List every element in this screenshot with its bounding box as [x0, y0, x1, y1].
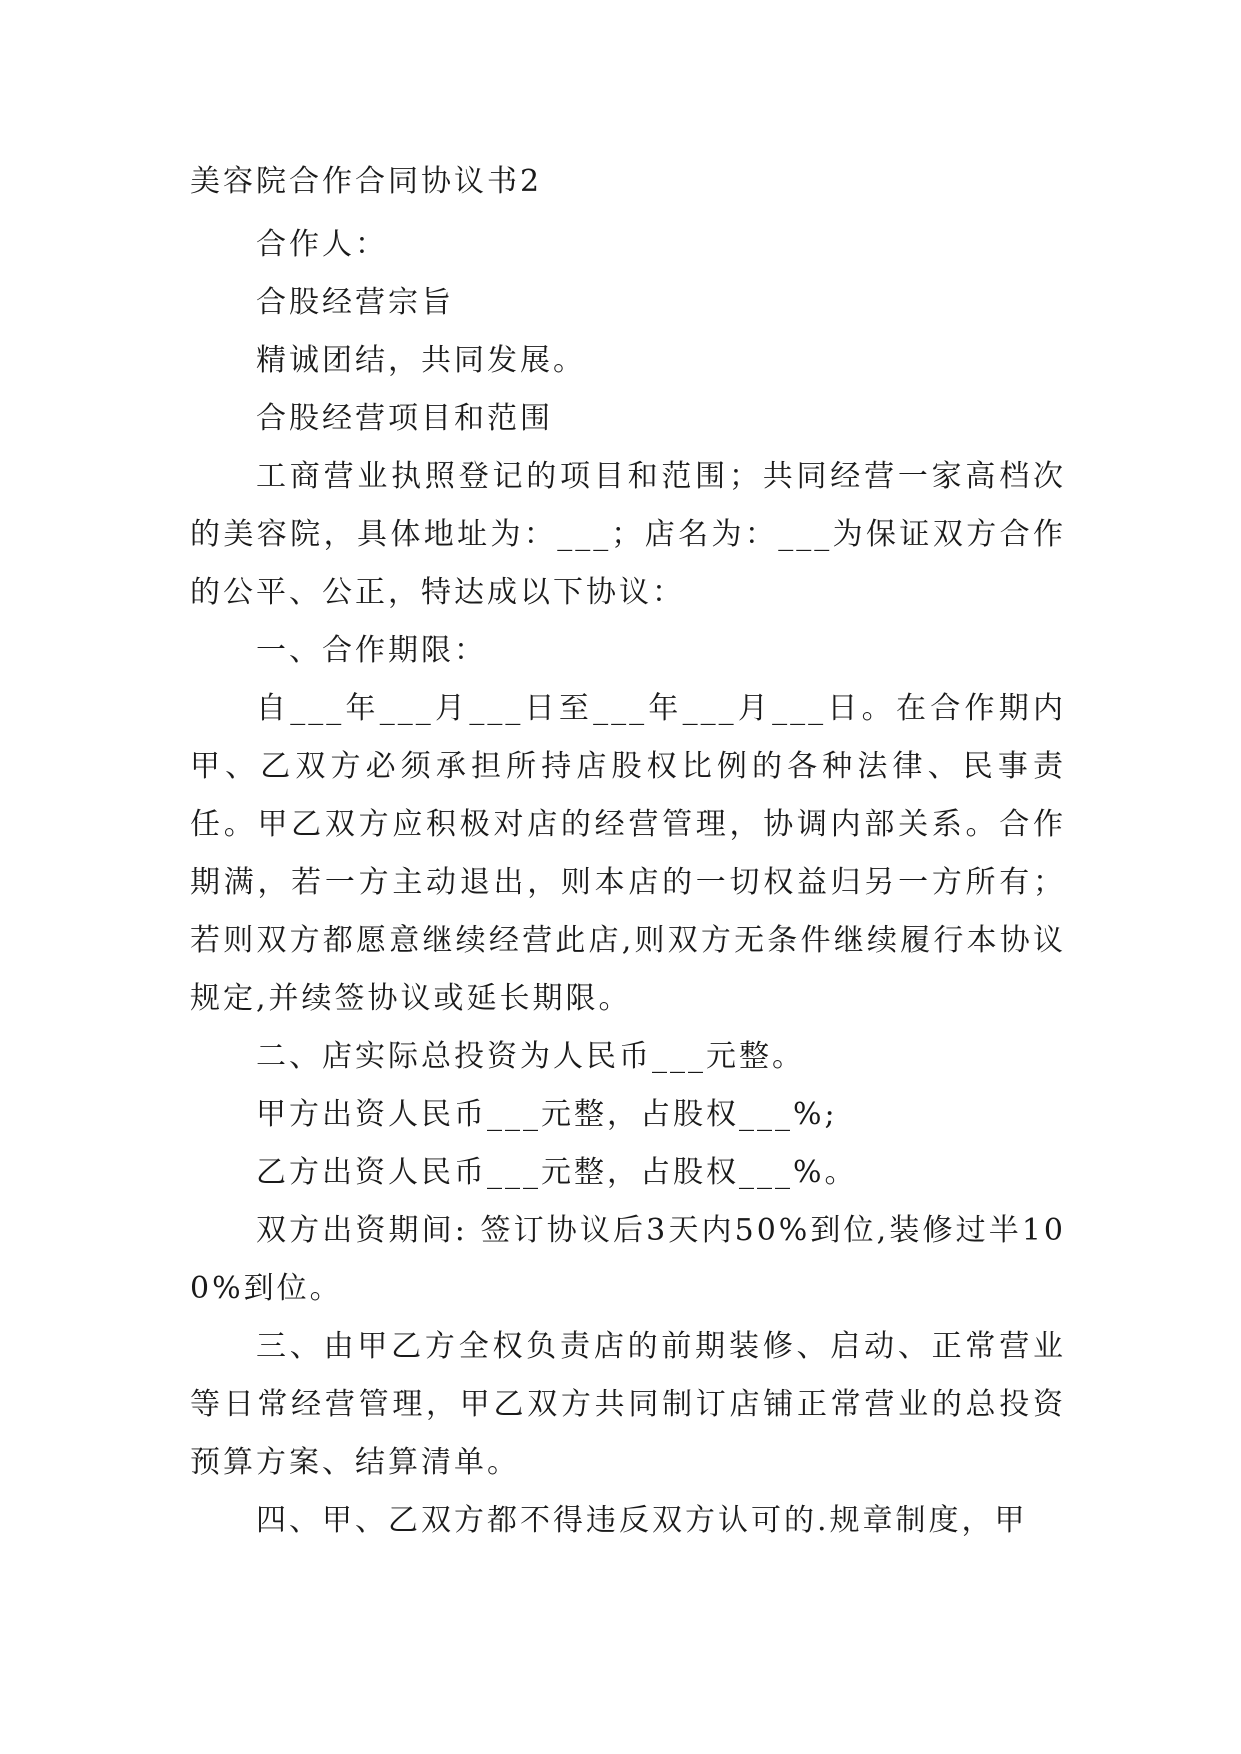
paragraph: 乙方出资人民币___元整，占股权___%。: [256, 1155, 858, 1190]
paragraph: 甲方出资人民币___元整，占股权___%;: [256, 1097, 838, 1132]
document-title: 美容院合作合同协议书2: [190, 164, 543, 199]
paragraph: 四、甲、乙双方都不得违反双方认可的.规章制度，甲: [256, 1503, 1028, 1538]
paragraph: 三、由甲乙方全权负责店的前期装修、启动、正常营业等日常经营管理，甲乙双方共同制订店铺正常营业的总投资预算方案、结算清单。: [190, 1329, 1066, 1480]
paragraph: 合股经营宗旨: [256, 285, 454, 320]
paragraph: 合股经营项目和范围: [256, 401, 553, 436]
paragraph: 自___年___月___日至___年___月___日。在合作期内甲、乙双方必须承担所持店股权比例的各种法律、民事责任。甲乙双方应积极对店的经营管理，协调内部关系。合作期满，若一方主动退出，则本店的一切权益归另一方所有；若则双方都愿意继续经营此店,则双方无条件继续履行本协议规定,并续签协议或延长期限。: [190, 691, 1066, 1016]
paragraph: 合作人：: [256, 227, 388, 262]
document-body: [190, 216, 1066, 1550]
paragraph: 二、店实际总投资为人民币___元整。: [256, 1039, 805, 1074]
paragraph: 工商营业执照登记的项目和范围；共同经营一家高档次的美容院，具体地址为：___；店名为：___为保证双方合作的公平、公正，特达成以下协议：: [190, 459, 1066, 610]
paragraph: 一、合作期限：: [256, 633, 487, 668]
paragraph: 双方出资期间: 签订协议后3天内50%到位,装修过半100%到位。: [190, 1213, 1066, 1306]
paragraph: 精诚团结，共同发展。: [256, 343, 586, 378]
